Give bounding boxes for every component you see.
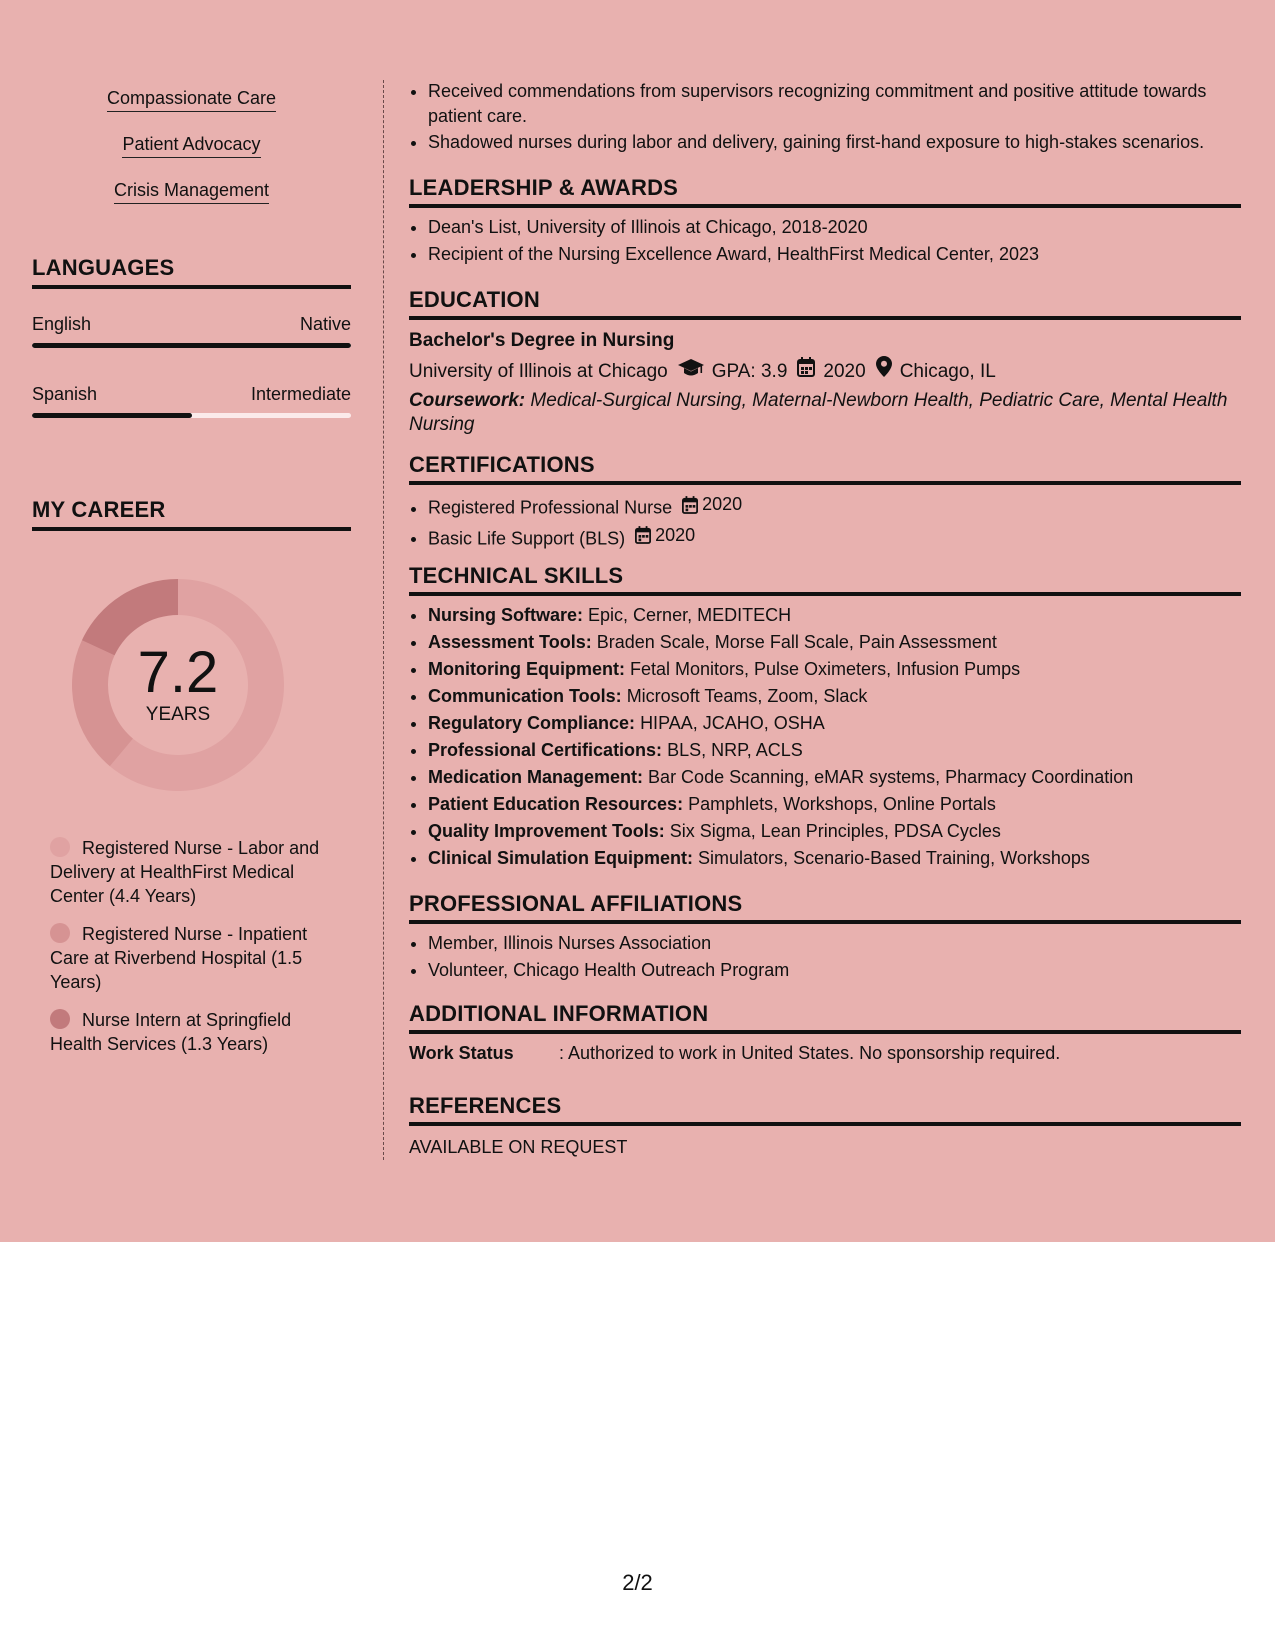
technical-skill-label: Clinical Simulation Equipment:	[428, 848, 694, 868]
section-title: ADDITIONAL INFORMATION	[409, 1001, 1241, 1034]
language-name: Spanish	[32, 384, 98, 404]
strengths-list	[32, 86, 351, 224]
legend-dot-icon	[50, 923, 70, 943]
language-name: English	[32, 314, 92, 334]
calendar-icon	[797, 357, 815, 387]
technical-skill-item	[428, 764, 1241, 791]
experience-bullet: • Received commendations from supervisors recognizing commitment and positive attitude towards patient care.	[428, 79, 1241, 129]
technical-skill-item	[428, 791, 1241, 818]
additional-info-section	[409, 1001, 1241, 1067]
language-level: Native	[299, 314, 351, 334]
strength-tag: Patient Advocacy	[122, 132, 260, 158]
languages-heading: LANGUAGES	[32, 255, 351, 289]
career-total	[66, 573, 290, 797]
location-pin-icon	[876, 356, 892, 387]
section-title: LEADERSHIP & AWARDS	[409, 175, 1241, 208]
certification-year: 2020	[655, 524, 696, 545]
section-title: PROFESSIONAL AFFILIATIONS	[409, 891, 1241, 924]
work-status-row	[409, 1040, 1241, 1067]
certification-item	[428, 522, 1241, 553]
language-bar-fill	[32, 343, 351, 348]
technical-skill-label: Medication Management:	[428, 767, 644, 787]
technical-skill-label: Communication Tools:	[428, 686, 622, 706]
technical-skill-value: Simulators, Scenario-Based Training, Workshops	[698, 848, 1090, 868]
work-status-label: Work Status	[409, 1043, 514, 1063]
technical-skill-label: Professional Certifications:	[428, 740, 663, 760]
leadership-item: • Recipient of the Nursing Excellence Award, HealthFirst Medical Center, 2023	[428, 241, 1241, 268]
career-role-label: Registered Nurse - Inpatient Care at Riverbend Hospital (1.5 Years)	[50, 924, 308, 992]
experience-continued	[409, 79, 1241, 155]
affiliations-section	[409, 891, 1241, 984]
technical-skill-item	[428, 602, 1241, 629]
degree-title: Bachelor's Degree in Nursing	[409, 330, 675, 351]
education-section	[409, 287, 1241, 437]
section-title: CERTIFICATIONS	[409, 452, 1241, 485]
graduation-year: 2020	[823, 360, 866, 382]
technical-skills-list	[409, 602, 1241, 872]
technical-skill-label: Nursing Software:	[428, 605, 584, 625]
technical-skill-value: BLS, NRP, ACLS	[667, 740, 803, 760]
technical-skill-value: HIPAA, JCAHO, OSHA	[640, 713, 825, 733]
strength-tag: Crisis Management	[114, 178, 269, 204]
career-total-value: 7.2	[137, 640, 219, 705]
coursework	[409, 389, 1241, 437]
technical-skill-value: Pamphlets, Workshops, Online Portals	[688, 794, 996, 814]
school-name: University of Illinois at Chicago	[409, 360, 668, 382]
technical-skill-item	[428, 818, 1241, 845]
references-text: AVAILABLE ON REQUEST	[409, 1137, 628, 1157]
section-title: TECHNICAL SKILLS	[409, 563, 1241, 596]
affiliation-item: • Volunteer, Chicago Health Outreach Program	[428, 957, 1241, 984]
career-role-label: Nurse Intern at Springfield Health Services (1.3 Years)	[50, 1010, 292, 1054]
language-level: Intermediate	[250, 384, 351, 404]
career-heading: MY CAREER	[32, 497, 351, 531]
graduation-cap-icon	[678, 357, 704, 387]
coursework-list: Medical-Surgical Nursing, Maternal-Newborn Health, Pediatric Care, Mental Health Nursing	[409, 390, 1228, 435]
language-bar-fill	[32, 413, 192, 418]
work-status-value: : Authorized to work in United States. No sponsorship required.	[559, 1043, 1061, 1063]
gpa: GPA: 3.9	[711, 360, 788, 382]
technical-skill-value: Fetal Monitors, Pulse Oximeters, Infusion Pumps	[629, 659, 1021, 679]
technical-skill-item	[428, 737, 1241, 764]
language-bar	[32, 343, 351, 348]
calendar-icon	[682, 496, 698, 514]
technical-skill-value: Braden Scale, Morse Fall Scale, Pain Assessment	[596, 632, 997, 652]
technical-skill-item	[428, 629, 1241, 656]
technical-skill-value: Six Sigma, Lean Principles, PDSA Cycles	[669, 821, 1001, 841]
technical-skill-value: Epic, Cerner, MEDITECH	[588, 605, 792, 625]
certification-item	[428, 491, 1241, 522]
certifications-section	[409, 452, 1241, 552]
legend-dot-icon	[50, 1009, 70, 1029]
technical-skill-value: Microsoft Teams, Zoom, Slack	[626, 686, 868, 706]
career-legend-item	[50, 836, 340, 908]
leadership-section	[409, 175, 1241, 268]
technical-skill-label: Assessment Tools:	[428, 632, 592, 652]
technical-skill-item	[428, 656, 1241, 683]
coursework-label: Coursework:	[409, 390, 526, 411]
column-divider	[383, 80, 384, 1160]
technical-skill-item	[428, 683, 1241, 710]
technical-skill-label: Monitoring Equipment:	[428, 659, 625, 679]
language-row	[32, 382, 351, 406]
career-role-label: Registered Nurse - Labor and Delivery at HealthFirst Medical Center (4.4 Years)	[50, 838, 320, 906]
technical-skill-label: Regulatory Compliance:	[428, 713, 636, 733]
technical-skill-label: Quality Improvement Tools:	[428, 821, 665, 841]
affiliation-item: • Member, Illinois Nurses Association	[428, 930, 1241, 957]
technical-skill-label: Patient Education Resources:	[428, 794, 684, 814]
career-legend-item	[50, 1008, 340, 1056]
technical-skills-section	[409, 563, 1241, 872]
experience-bullet: • Shadowed nurses during labor and delivery, gaining first-hand exposure to high-stakes scenarios.	[428, 130, 1241, 155]
page-number: 2/2	[622, 1570, 653, 1595]
technical-skill-item	[428, 845, 1241, 872]
certification-name: Registered Professional Nurse	[428, 497, 673, 518]
calendar-icon	[635, 526, 651, 544]
section-title: REFERENCES	[409, 1093, 1241, 1126]
references-section	[409, 1093, 1241, 1161]
certification-name: Basic Life Support (BLS)	[428, 528, 626, 548]
certification-year: 2020	[702, 494, 743, 514]
language-row	[32, 312, 351, 336]
career-legend-item	[50, 922, 340, 994]
technical-skill-value: Bar Code Scanning, eMAR systems, Pharmacy Coordination	[648, 767, 1134, 787]
legend-dot-icon	[50, 837, 70, 857]
strength-tag: Compassionate Care	[107, 86, 276, 112]
technical-skill-item	[428, 710, 1241, 737]
language-bar	[32, 413, 351, 418]
education-details	[409, 356, 1241, 387]
career-total-unit: YEARS	[145, 704, 211, 725]
career-legend	[50, 836, 340, 1070]
career-donut-chart	[66, 573, 290, 797]
school-location: Chicago, IL	[899, 360, 996, 382]
leadership-item: • Dean's List, University of Illinois at Chicago, 2018-2020	[428, 214, 1241, 241]
section-title: EDUCATION	[409, 287, 1241, 320]
